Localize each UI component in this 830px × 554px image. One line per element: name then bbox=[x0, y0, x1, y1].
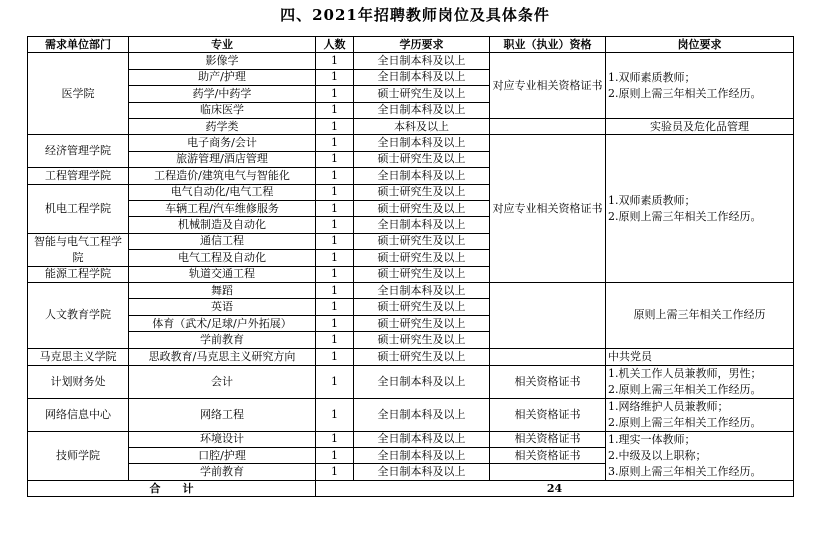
edu-cell: 硕士研究生及以上 bbox=[354, 315, 490, 331]
count-cell: 1 bbox=[316, 69, 354, 85]
header-major: 专业 bbox=[129, 37, 316, 53]
major-cell: 电气工程及自动化 bbox=[129, 250, 316, 267]
edu-cell: 全日制本科及以上 bbox=[354, 102, 490, 118]
count-cell: 1 bbox=[316, 266, 354, 282]
major-cell: 网络工程 bbox=[129, 398, 316, 431]
edu-cell: 全日制本科及以上 bbox=[354, 365, 490, 398]
major-cell: 思政教育/马克思主义研究方向 bbox=[129, 348, 316, 365]
major-cell: 环境设计 bbox=[129, 431, 316, 447]
dept-cell: 医学院 bbox=[28, 53, 129, 135]
major-cell: 学前教育 bbox=[129, 464, 316, 480]
dept-cell: 工程管理学院 bbox=[28, 168, 129, 184]
edu-cell: 硕士研究生及以上 bbox=[354, 332, 490, 348]
edu-cell: 全日制本科及以上 bbox=[354, 168, 490, 184]
edu-cell: 全日制本科及以上 bbox=[354, 135, 490, 151]
count-cell: 1 bbox=[316, 332, 354, 348]
major-cell: 轨道交通工程 bbox=[129, 266, 316, 282]
count-cell: 1 bbox=[316, 118, 354, 134]
table-header-row bbox=[28, 37, 794, 53]
dept-cell: 计划财务处 bbox=[28, 365, 129, 398]
major-cell: 电气自动化/电气工程 bbox=[129, 184, 316, 200]
dept-cell: 能源工程学院 bbox=[28, 266, 129, 282]
dept-cell: 人文教育学院 bbox=[28, 283, 129, 349]
major-cell: 旅游管理/酒店管理 bbox=[129, 151, 316, 167]
count-cell: 1 bbox=[316, 398, 354, 431]
major-cell: 体育（武术/足球/户外拓展） bbox=[129, 315, 316, 331]
edu-cell: 硕士研究生及以上 bbox=[354, 151, 490, 167]
table-row bbox=[28, 118, 794, 134]
count-cell: 1 bbox=[316, 168, 354, 184]
major-cell: 药学类 bbox=[129, 118, 316, 134]
requirement-cell: 1.理实一体教师； 2.中级及以上职称； 3.原则上需三年相关工作经历。 bbox=[606, 431, 794, 480]
header-requirement: 岗位要求 bbox=[606, 37, 794, 53]
edu-cell: 硕士研究生及以上 bbox=[354, 266, 490, 282]
dept-cell: 技师学院 bbox=[28, 431, 129, 480]
qualification-cell: 相关资格证书 bbox=[490, 398, 606, 431]
count-cell: 1 bbox=[316, 299, 354, 315]
major-cell: 舞蹈 bbox=[129, 283, 316, 299]
requirement-cell: 1.双师素质教师； 2.原则上需三年相关工作经历。 bbox=[606, 135, 794, 283]
dept-cell: 智能与电气工程学院 bbox=[28, 233, 129, 266]
count-cell: 1 bbox=[316, 448, 354, 464]
qualification-cell bbox=[490, 348, 606, 365]
qualification-cell: 相关资格证书 bbox=[490, 431, 606, 447]
edu-cell: 全日制本科及以上 bbox=[354, 464, 490, 480]
count-cell: 1 bbox=[316, 365, 354, 398]
qualification-cell: 相关资格证书 bbox=[490, 448, 606, 464]
edu-cell: 全日制本科及以上 bbox=[354, 69, 490, 85]
table-row bbox=[28, 431, 794, 447]
count-cell: 1 bbox=[316, 200, 354, 216]
table-row bbox=[28, 365, 794, 398]
major-cell: 口腔/护理 bbox=[129, 448, 316, 464]
major-cell: 药学/中药学 bbox=[129, 86, 316, 102]
edu-cell: 全日制本科及以上 bbox=[354, 217, 490, 233]
qualification-cell bbox=[490, 283, 606, 349]
edu-cell: 全日制本科及以上 bbox=[354, 398, 490, 431]
page-title: 四、2021年招聘教师岗位及具体条件 bbox=[280, 6, 550, 24]
major-cell: 学前教育 bbox=[129, 332, 316, 348]
dept-cell: 机电工程学院 bbox=[28, 184, 129, 233]
major-cell: 工程造价/建筑电气与智能化 bbox=[129, 168, 316, 184]
requirement-cell: 原则上需三年相关工作经历 bbox=[606, 283, 794, 349]
count-cell: 1 bbox=[316, 151, 354, 167]
major-cell: 临床医学 bbox=[129, 102, 316, 118]
requirement-cell: 1.网络维护人员兼教师； 2.原则上需三年相关工作经历。 bbox=[606, 398, 794, 431]
count-cell: 1 bbox=[316, 348, 354, 365]
header-education: 学历要求 bbox=[354, 37, 490, 53]
count-cell: 1 bbox=[316, 315, 354, 331]
table-row bbox=[28, 135, 794, 151]
count-cell: 1 bbox=[316, 217, 354, 233]
major-cell: 影像学 bbox=[129, 53, 316, 69]
edu-cell: 全日制本科及以上 bbox=[354, 448, 490, 464]
edu-cell: 全日制本科及以上 bbox=[354, 53, 490, 69]
count-cell: 1 bbox=[316, 250, 354, 267]
header-count: 人数 bbox=[316, 37, 354, 53]
count-cell: 1 bbox=[316, 135, 354, 151]
qualification-cell: 对应专业相关资格证书 bbox=[490, 135, 606, 283]
count-cell: 1 bbox=[316, 233, 354, 250]
table-row bbox=[28, 53, 794, 69]
major-cell: 通信工程 bbox=[129, 233, 316, 250]
table-row bbox=[28, 348, 794, 365]
edu-cell: 硕士研究生及以上 bbox=[354, 233, 490, 250]
requirement-cell: 中共党员 bbox=[606, 348, 794, 365]
count-cell: 1 bbox=[316, 102, 354, 118]
count-cell: 1 bbox=[316, 184, 354, 200]
dept-cell: 马克思主义学院 bbox=[28, 348, 129, 365]
qualification-cell bbox=[490, 118, 606, 134]
requirement-cell: 1.双师素质教师； 2.原则上需三年相关工作经历。 bbox=[606, 53, 794, 119]
major-cell: 机械制造及自动化 bbox=[129, 217, 316, 233]
dept-cell: 网络信息中心 bbox=[28, 398, 129, 431]
header-department: 需求单位部门 bbox=[28, 37, 129, 53]
edu-cell: 全日制本科及以上 bbox=[354, 431, 490, 447]
major-cell: 车辆工程/汽车维修服务 bbox=[129, 200, 316, 216]
edu-cell: 硕士研究生及以上 bbox=[354, 348, 490, 365]
qualification-cell bbox=[490, 464, 606, 480]
count-cell: 1 bbox=[316, 86, 354, 102]
recruitment-table bbox=[27, 36, 794, 497]
dept-cell: 经济管理学院 bbox=[28, 135, 129, 168]
edu-cell: 本科及以上 bbox=[354, 118, 490, 134]
count-cell: 1 bbox=[316, 283, 354, 299]
total-row bbox=[28, 480, 794, 496]
total-value: 24 bbox=[316, 480, 794, 496]
table-row bbox=[28, 283, 794, 299]
requirement-cell: 1.机关工作人员兼教师，男性； 2.原则上需三年相关工作经历。 bbox=[606, 365, 794, 398]
major-cell: 助产/护理 bbox=[129, 69, 316, 85]
major-cell: 英语 bbox=[129, 299, 316, 315]
count-cell: 1 bbox=[316, 53, 354, 69]
count-cell: 1 bbox=[316, 464, 354, 480]
qualification-cell: 对应专业相关资格证书 bbox=[490, 53, 606, 119]
table-row bbox=[28, 398, 794, 431]
header-qualification: 职业（执业）资格 bbox=[490, 37, 606, 53]
count-cell: 1 bbox=[316, 431, 354, 447]
edu-cell: 全日制本科及以上 bbox=[354, 283, 490, 299]
edu-cell: 硕士研究生及以上 bbox=[354, 200, 490, 216]
requirement-cell: 实验员及危化品管理 bbox=[606, 118, 794, 134]
edu-cell: 硕士研究生及以上 bbox=[354, 299, 490, 315]
total-label: 合 计 bbox=[28, 480, 316, 496]
major-cell: 电子商务/会计 bbox=[129, 135, 316, 151]
edu-cell: 硕士研究生及以上 bbox=[354, 86, 490, 102]
major-cell: 会计 bbox=[129, 365, 316, 398]
edu-cell: 硕士研究生及以上 bbox=[354, 250, 490, 267]
edu-cell: 硕士研究生及以上 bbox=[354, 184, 490, 200]
qualification-cell: 相关资格证书 bbox=[490, 365, 606, 398]
